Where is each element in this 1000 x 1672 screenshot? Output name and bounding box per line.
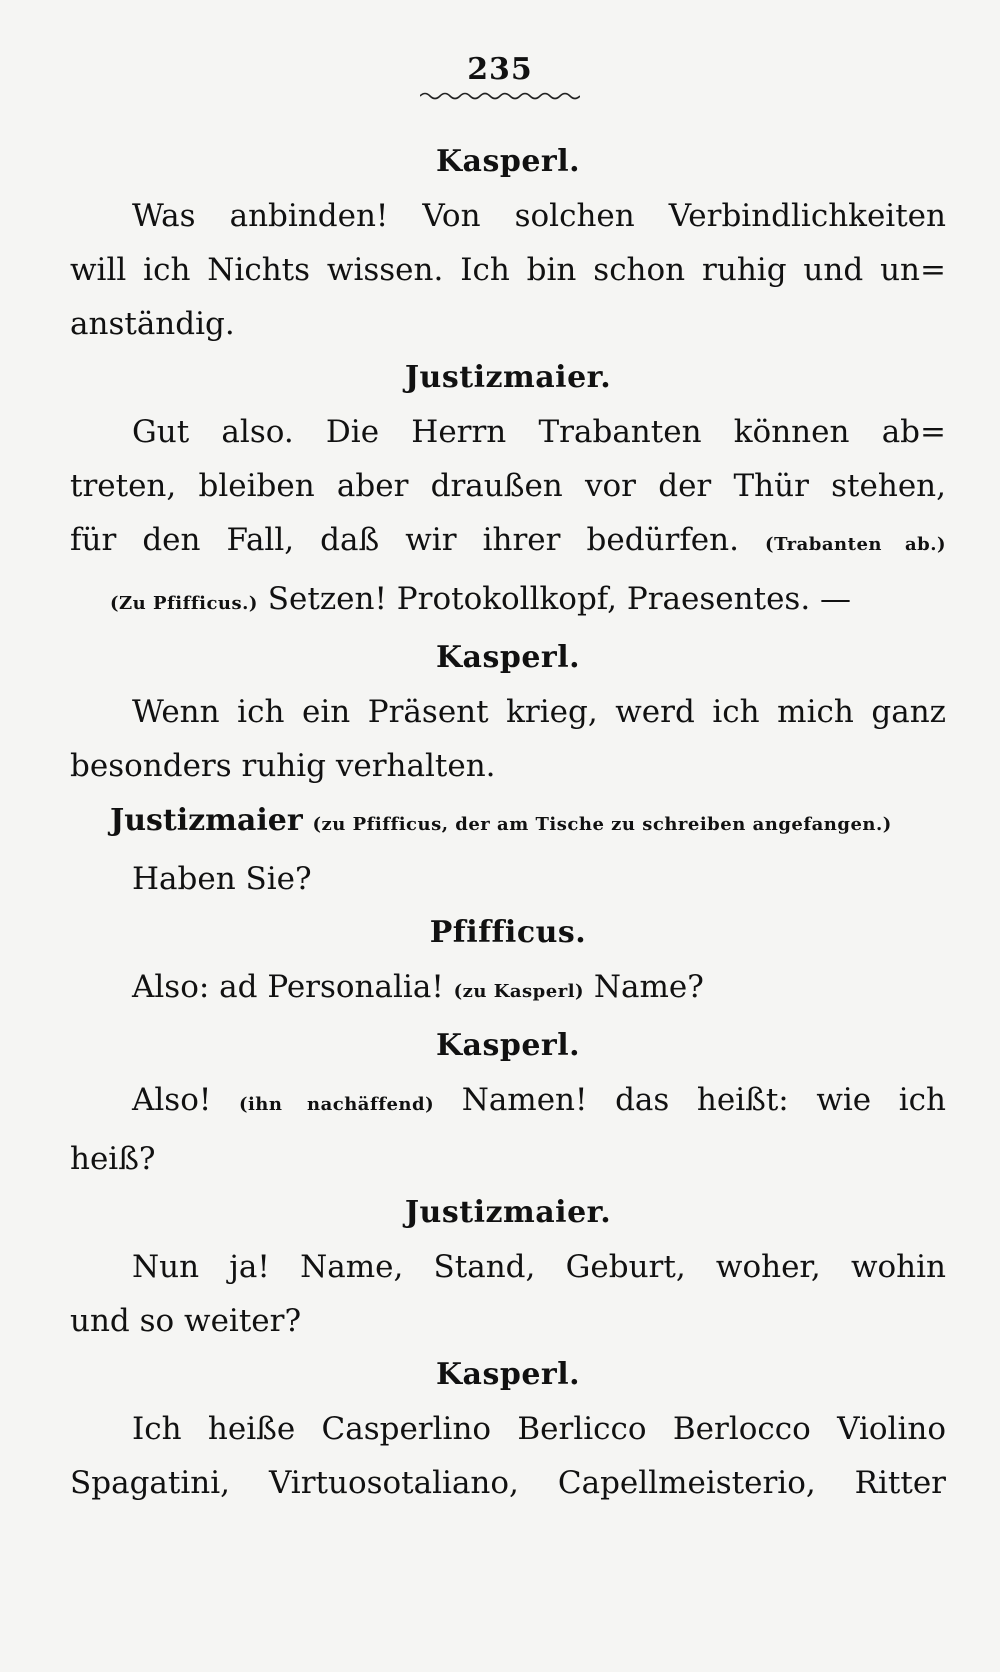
speaker-name: Kasperl. — [435, 1028, 581, 1063]
dialogue-line — [70, 960, 946, 1019]
dialogue-line: Ich heiße Casperlino Berlicco Berlocco Violino — [132, 1411, 946, 1447]
dialogue-line: Nun ja! Name, Stand, Geburt, woher, wohin — [132, 1249, 946, 1285]
dialogue-text: Namen! das heißt: wie ich — [461, 1082, 946, 1118]
stage-direction: (Trabanten ab.) — [765, 534, 946, 555]
dialogue-line: und so weiter? — [70, 1303, 302, 1339]
dialogue-line: Gut also. Die Herrn Trabanten können ab= — [132, 414, 946, 450]
dialogue-text: Setzen! Protokollkopf, Praesentes. — — [267, 581, 852, 617]
dialogue-line: anständig. — [70, 306, 235, 342]
dialogue-line: Spagatini, Virtuosotaliano, Capellmeisterio, Ritter — [70, 1465, 946, 1501]
dialogue-line — [70, 572, 946, 631]
speaker-name: Kasperl. — [435, 1357, 581, 1392]
stage-direction: (Zu Pfifficus.) — [110, 593, 258, 614]
speaker-name: Pfifficus. — [429, 915, 587, 950]
dialogue-text: Name? — [593, 969, 704, 1005]
dialogue-line — [70, 1073, 946, 1132]
page-number: 235 — [467, 52, 533, 87]
dialogue-line — [70, 513, 946, 572]
stage-direction: (ihn nachäffend) — [238, 1094, 435, 1115]
dialogue-line: Was anbinden! Von solchen Verbindlichkeiten — [132, 198, 946, 234]
stage-direction: (zu Kasperl) — [453, 981, 585, 1002]
dialogue-line: besonders ruhig verhalten. — [70, 748, 496, 784]
speaker-name: Justizmaier — [110, 803, 303, 838]
speaker-name: Kasperl. — [435, 144, 581, 179]
dialogue-text: Also: ad Personalia! — [132, 969, 444, 1005]
dialogue-line: Wenn ich ein Präsent krieg, werd ich mich ganz — [132, 694, 946, 730]
dialogue-line: Haben Sie? — [132, 861, 312, 897]
dialogue-line — [70, 793, 946, 852]
play-text — [70, 135, 946, 1510]
dialogue-text: für den Fall, daß wir ihrer bedürfen. — [70, 522, 739, 558]
page-header — [0, 52, 1000, 103]
wavy-rule-ornament — [420, 89, 580, 103]
dialogue-text: Also! — [132, 1082, 212, 1118]
speaker-name: Justizmaier. — [404, 360, 612, 395]
speaker-name: Justizmaier. — [404, 1195, 612, 1230]
stage-direction: (zu Pfifficus, der am Tische zu schreiben angefangen.) — [312, 814, 892, 835]
dialogue-line: will ich Nichts wissen. Ich bin schon ruhig und un= — [70, 252, 946, 288]
speaker-name: Kasperl. — [435, 640, 581, 675]
dialogue-line: heiß? — [70, 1141, 156, 1177]
dialogue-line: treten, bleiben aber draußen vor der Thür stehen, — [70, 468, 946, 504]
